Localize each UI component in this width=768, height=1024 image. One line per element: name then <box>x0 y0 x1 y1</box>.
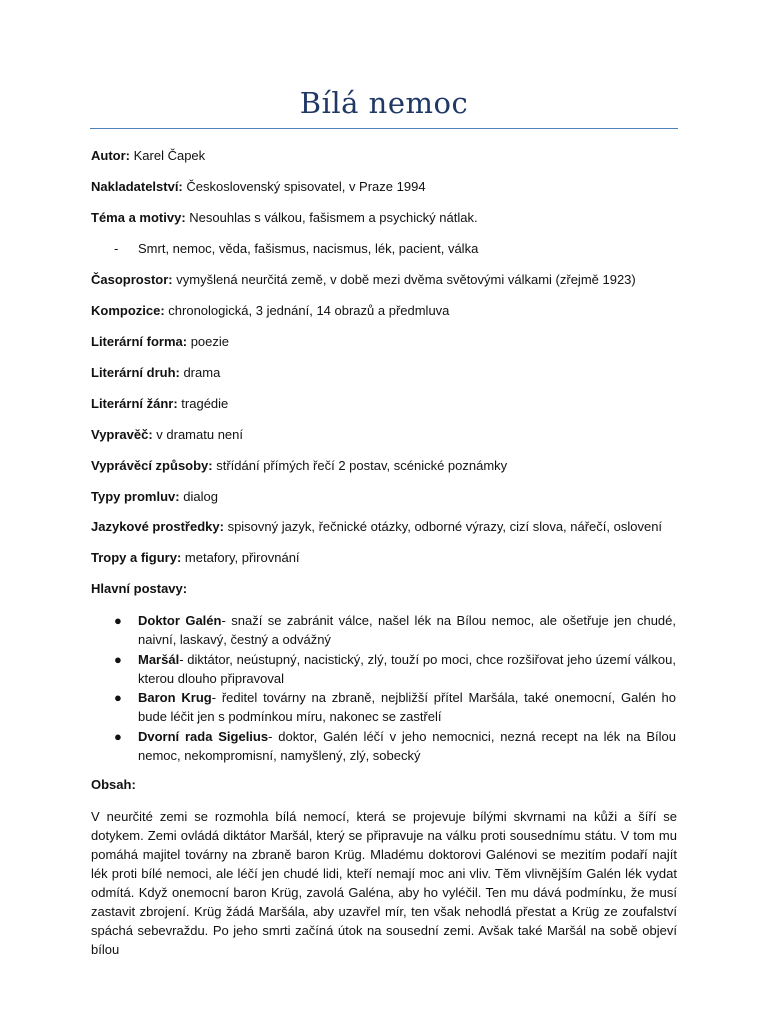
field-label: Tropy a figury: <box>91 550 182 565</box>
field-label: Téma a motivy: <box>91 210 186 225</box>
field-value: drama <box>179 365 221 380</box>
character-desc: - diktátor, neústupný, nacistický, zlý, touží po moci, chce rozšiřovat jeho území válkou, kterou dlouho připravoval <box>138 652 676 686</box>
field-speech-types <box>91 489 218 505</box>
content-heading: Obsah: <box>91 777 136 792</box>
field-label: Typy promluv: <box>91 489 180 504</box>
field-value: Československý spisovatel, v Praze 1994 <box>182 179 426 194</box>
character-name: Dvorní rada Sigelius <box>138 729 269 744</box>
character-text <box>138 650 676 688</box>
character-text <box>138 688 676 726</box>
field-language-means <box>91 519 662 535</box>
field-label: Jazykové prostředky: <box>91 519 224 534</box>
motifs-text: Smrt, nemoc, věda, fašismus, nacismus, lék, pacient, válka <box>138 241 479 256</box>
field-label: Autor: <box>91 148 130 163</box>
field-value: spisovný jazyk, řečnické otázky, odborné výrazy, cizí slova, nářečí, oslovení <box>223 519 663 534</box>
bullet-icon: ● <box>114 652 122 667</box>
field-value: tragédie <box>177 396 229 411</box>
field-label: Literární druh: <box>91 365 180 380</box>
field-theme <box>91 210 478 226</box>
character-item <box>114 650 676 688</box>
field-value: Karel Čapek <box>130 148 206 163</box>
field-author <box>91 148 205 164</box>
character-name: Doktor Galén <box>138 613 222 628</box>
character-name: Maršál <box>138 652 180 667</box>
field-label: Nakladatelství: <box>91 179 183 194</box>
field-value: poezie <box>187 334 229 349</box>
field-publisher <box>91 179 426 195</box>
character-text <box>138 611 676 649</box>
bullet-icon: ● <box>114 613 122 628</box>
field-composition <box>91 303 449 319</box>
field-value: Nesouhlas s válkou, fašismem a psychický nátlak. <box>185 210 478 225</box>
field-value: střídání přímých řečí 2 postav, scénické poznámky <box>212 458 508 473</box>
character-desc: - doktor, Galén léčí v jeho nemocnici, nezná recept na lék na Bílou nemoc, nekompromisní, namyšlený, zlý, sobecký <box>138 729 676 763</box>
title-divider <box>90 128 678 129</box>
document-title: Bílá nemoc <box>299 86 469 120</box>
character-item <box>114 611 676 649</box>
dash-bullet-icon: - <box>114 241 119 256</box>
field-tropes-figures <box>91 550 300 566</box>
field-narrator <box>91 427 243 443</box>
field-label: Vyprávěcí způsoby: <box>91 458 213 473</box>
field-value: dialog <box>179 489 218 504</box>
field-label: Kompozice: <box>91 303 165 318</box>
field-label: Literární forma: <box>91 334 188 349</box>
character-desc: - ředitel továrny na zbraně, nejbližší přítel Maršála, také onemocní, Galén ho bude léčit jen s podmínkou míru, nakonec se zastřelí <box>138 690 676 724</box>
character-text <box>138 727 676 765</box>
field-narrative-methods <box>91 458 507 474</box>
field-genre <box>91 396 228 412</box>
character-desc: - snaží se zabránit válce, našel lék na Bílou nemoc, ale ošetřuje jen chudé, naivní, laskavý, čestný a odvážný <box>138 613 676 647</box>
field-value: vymyšlená neurčitá země, v době mezi dvěma světovými válkami (zřejmě 1923) <box>172 272 636 287</box>
bullet-icon: ● <box>114 729 122 744</box>
bullet-icon: ● <box>114 690 122 705</box>
field-value: metafory, přirovnání <box>181 550 300 565</box>
field-label: Vypravěč: <box>91 427 153 442</box>
field-value: chronologická, 3 jednání, 14 obrazů a předmluva <box>164 303 450 318</box>
field-label: Časoprostor: <box>91 272 173 287</box>
character-name: Baron Krug <box>138 690 212 705</box>
field-time-space <box>91 272 636 288</box>
field-label: Literární žánr: <box>91 396 178 411</box>
character-item <box>114 727 676 765</box>
characters-heading: Hlavní postavy: <box>91 581 188 596</box>
field-literary-type <box>91 365 220 381</box>
field-literary-form <box>91 334 229 350</box>
character-item <box>114 688 676 726</box>
motifs-list-item <box>114 241 478 257</box>
field-value: v dramatu není <box>152 427 243 442</box>
summary-paragraph: V neurčité zemi se rozmohla bílá nemocí, která se projevuje bílými skvrnami na kůži a šíří se dotykem. Zemi ovládá diktátor Maršál, který se připravuje na válku proti sousednímu státu. V tom mu pomáhá majitel továrny na zbraně baron Krüg. Mladému doktorovi Galénovi se mezitím podaří najít lék proti bílé nemoci, ale léčí jen chudé lidi, kteří nemají moc ani vliv. Těm vlivnějším Galén lék vydat odmítá. Když onemocní baron Krüg, zavolá Galéna, aby ho vyléčil. Ten mu dává podmínku, že musí zastavit zbrojení. Krüg žádá Maršála, aby uzavřel mír, ten však nehodlá přestat a Krüg ze zoufalství spáchá sebevraždu. Po jeho smrti začíná útok na sousední zemi. Avšak také Maršál na sobě objeví bílou <box>91 809 677 957</box>
